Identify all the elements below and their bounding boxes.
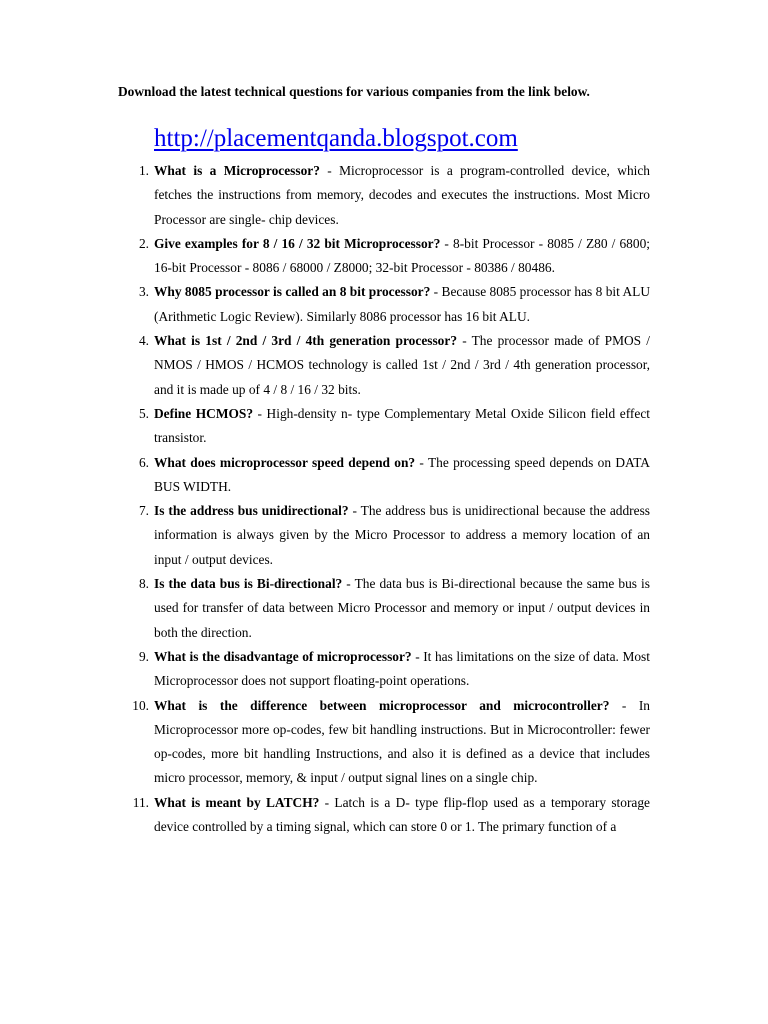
item-number: 8. [138,576,149,592]
question-item [118,159,650,232]
question-item [118,402,650,451]
question-item [118,645,650,694]
answer-text: - In Microprocessor more op-codes, few bit handling instructions. But in Microcontroller: fewer op-codes, more bit handling Instructions, and also it is defined as a device that includes micro processor, memory, & input / output signal lines on a single chip. [154,697,651,786]
question-item [118,280,650,329]
item-number: 10. [132,697,149,713]
question-text: What does microprocessor speed depend on? [154,454,416,470]
blog-link[interactable]: http://placementqanda.blogspot.com [154,125,518,152]
answer-text: - Because 8085 processor has 8 bit ALU (Arithmetic Logic Review). Similarly 8086 processor has 16 bit ALU. [154,284,650,324]
answer-text: - The processing speed depends on DATA BUS WIDTH. [154,454,650,494]
item-number: 6. [138,454,149,470]
question-item [118,694,650,791]
answer-text: - The address bus is unidirectional because the address information is always given by the Micro Processor to address a memory location of an input / output devices. [154,503,651,567]
item-number: 9. [138,648,149,664]
intro-text: Download the latest technical questions for various companies from the link below. [118,84,590,99]
item-number: 5. [138,405,149,421]
question-text: Is the data bus is Bi-directional? [154,576,343,592]
question-text: What is the difference between microprocessor and microcontroller? [154,697,610,713]
question-item [118,499,650,572]
question-text: Is the address bus unidirectional? [154,503,349,519]
question-item [118,572,650,645]
answer-text: - Microprocessor is a program-controlled device, which fetches the instructions from memory, decodes and executes the instructions. Most Micro Processor are single- chip devices. [154,163,650,227]
answer-text: - High-density n- type Complementary Metal Oxide Silicon field effect transistor. [154,405,650,446]
question-text: What is a Microprocessor? [154,163,320,178]
answer-text: - Latch is a D- type flip-flop used as a temporary storage device controlled by a timing signal, which can store 0 or 1. The primary function of a [154,794,650,835]
answer-text: - It has limitations on the size of data. Most Microprocessor does not support floating-point operations. [154,648,650,689]
question-text: Define HCMOS? [154,405,254,421]
item-number: 3. [138,284,149,300]
question-text: What is 1st / 2nd / 3rd / 4th generation processor? [154,333,458,349]
question-item [118,329,650,402]
question-text: Give examples for 8 / 16 / 32 bit Microprocessor? [154,235,441,251]
answer-text: - The data bus is Bi-directional because the same bus is used for transfer of data between Micro Processor and memory or input / output devices in both the direction. [154,576,650,640]
answer-text: - The processor made of PMOS / NMOS / HMOS / HCMOS technology is called 1st / 2nd / 3rd / 4th generation processor, and it is made up of 4 / 8 / 16 / 32 bits. [154,333,650,397]
item-number: 2. [138,235,149,251]
question-item [118,451,650,500]
item-number: 4. [138,333,149,349]
question-text: What is the disadvantage of microprocessor? [154,648,412,664]
question-item [118,791,650,840]
question-text: What is meant by LATCH? [154,794,320,810]
question-text: Why 8085 processor is called an 8 bit processor? [154,284,431,300]
item-number: 11. [132,794,149,810]
question-list [118,159,650,839]
answer-text: - 8-bit Processor - 8085 / Z80 / 6800; 16-bit Processor - 8086 / 68000 / Z8000; 32-bit Processor - 80386 / 80486. [154,235,650,276]
item-number: 7. [138,503,149,519]
item-number: 1. [138,163,149,178]
question-item [118,232,650,281]
